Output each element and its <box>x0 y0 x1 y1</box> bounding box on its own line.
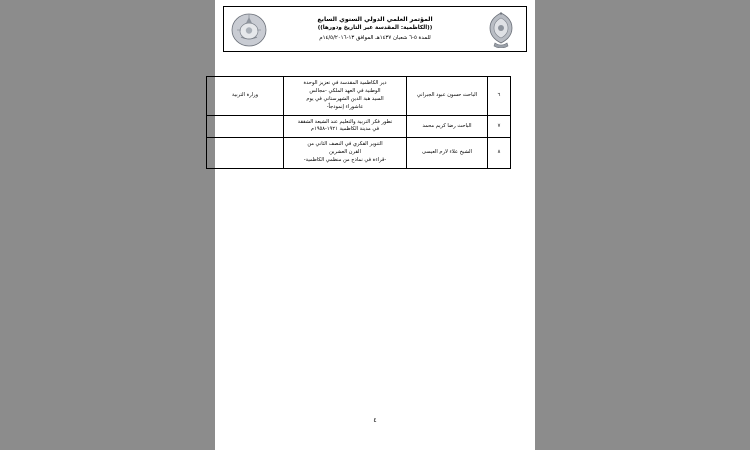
researcher-name: الشيخ علاء لازم العيسى <box>407 138 488 169</box>
conference-subtitle: ((الكاظمية: المقدسة عبر التاريخ ودورها)) <box>317 25 433 32</box>
sessions-table-body <box>207 77 511 169</box>
research-title <box>284 77 407 116</box>
organization-name <box>207 115 284 138</box>
header-title-block <box>270 16 480 42</box>
table-row <box>207 138 511 169</box>
institution-emblem-icon <box>228 9 270 49</box>
table-row <box>207 115 511 138</box>
researcher-name: الباحث حسون عبود الجبراني <box>407 77 488 116</box>
organization-name: وزارة التربية <box>207 77 284 116</box>
research-title-line: عاشوراء إنموذجاً- <box>326 103 364 110</box>
conference-date: للمدة ٥-٦ شعبان ١٤٣٧هـ الموافق ١٣-١٤/٥/٢٠١٦م <box>319 35 431 42</box>
research-title-line: في مدينة الكاظمية ١٩٢١-١٩٥٨م <box>310 126 380 133</box>
document-page <box>215 0 535 450</box>
document-header <box>223 6 527 52</box>
conference-title: المؤتمر العلمي الدولي السنوي السابع <box>317 16 433 23</box>
row-number: ٧ <box>488 115 511 138</box>
table-row <box>207 77 511 116</box>
page-number: ٤ <box>373 417 377 424</box>
researcher-name: الباحث رضا كريم محمد <box>407 115 488 138</box>
research-title-line: التنوير الفكري في النصف الثاني من <box>307 141 383 148</box>
research-title-line: القرن العشرين <box>329 149 361 156</box>
row-number: ٨ <box>488 138 511 169</box>
research-title-line: تطور فكر التربية والتعليم عند الشيعة الشققة <box>297 118 393 125</box>
research-title-line: دير الكاظمية المقدسة في تعزيز الوحدة <box>303 80 387 86</box>
research-title-line: السيد هبة الدين الشهرستاني في يوم <box>306 95 384 102</box>
research-title <box>284 138 407 169</box>
sessions-table <box>206 76 511 169</box>
research-title-line: الوطنية في العهد الملكي -مجالس <box>309 87 381 94</box>
research-title <box>284 115 407 138</box>
research-title-line: -قراءة في نماذج من منظمي الكاظمية- <box>303 157 387 164</box>
row-number: ٦ <box>488 77 511 116</box>
conference-emblem-icon <box>480 9 522 49</box>
organization-name <box>207 138 284 169</box>
sessions-table-wrapper <box>231 76 511 169</box>
